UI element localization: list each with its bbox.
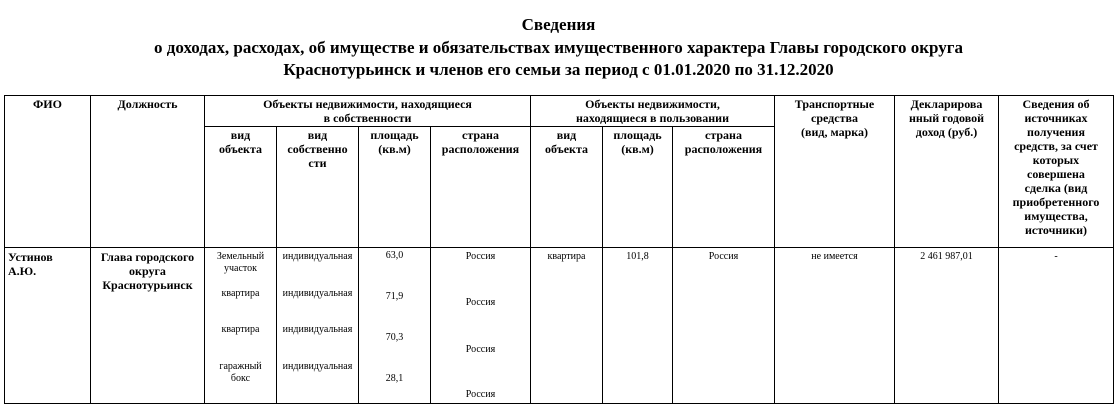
header-owned-ownership: вид собственно сти — [287, 128, 348, 170]
vehicles-value: не имеется — [811, 251, 858, 262]
header-used-area: площадь (кв.м) — [613, 128, 662, 156]
owned-ownership-1: индивидуальная — [282, 251, 353, 262]
owned-area-4: 28,1 — [385, 373, 404, 384]
header-sources: Сведения об источниках получения средств, за счет которых совершена сделка (вид приобретенного имущества, источники) — [1012, 97, 1100, 237]
row-position: Глава городского округа Краснотурьинск — [100, 250, 195, 292]
col-sep-8 — [672, 126, 673, 404]
owned-country-1: Россия — [465, 251, 496, 262]
row-fio: Устинов А.Ю. — [8, 250, 53, 278]
owned-ownership-4: индивидуальная — [282, 361, 353, 372]
col-sep-10 — [894, 95, 895, 404]
owned-ownership-2: индивидуальная — [282, 288, 353, 299]
sources-value: - — [1054, 251, 1058, 262]
table-border-top — [4, 95, 1114, 96]
declaration-table — [4, 95, 1114, 404]
owned-ownership-3: индивидуальная — [282, 324, 353, 335]
header-used-group: Объекты недвижимости, находящиеся в пользовании — [576, 97, 729, 125]
header-owned-area: площадь (кв.м) — [370, 128, 419, 156]
header-used-type: вид объекта — [545, 128, 588, 156]
header-fio: ФИО — [33, 97, 62, 111]
header-vehicles: Транспортные средства (вид, марка) — [794, 97, 875, 139]
used-country: Россия — [708, 251, 739, 262]
document-title: Сведения — [521, 15, 596, 34]
used-type: квартира — [547, 251, 586, 262]
table-border-left — [4, 95, 5, 404]
header-owned-group: Объекты недвижимости, находящиеся в собственности — [263, 97, 472, 125]
owned-type-3: квартира — [221, 324, 260, 335]
owned-country-2: Россия — [465, 297, 496, 308]
table-border-bottom — [4, 403, 1114, 404]
owned-type-2: квартира — [221, 288, 260, 299]
owned-country-4: Россия — [465, 389, 496, 400]
col-sep-7 — [602, 126, 603, 404]
table-border-right — [1113, 95, 1114, 404]
col-sep-4 — [358, 126, 359, 404]
header-owned-country: страна расположения — [441, 128, 520, 156]
document-period: Краснотурьинск и членов его семьи за период с 01.01.2020 по 31.12.2020 — [283, 60, 834, 79]
header-used-country: страна расположения — [684, 128, 763, 156]
header-owned-type: вид объекта — [219, 128, 262, 156]
header-position: Должность — [117, 97, 178, 111]
document-subtitle: о доходах, расходах, об имуществе и обязательствах имущественного характера Главы городского округа — [154, 38, 963, 57]
table-line-owned-sub — [204, 126, 774, 127]
income-value: 2 461 987,01 — [920, 251, 973, 262]
col-sep-5 — [430, 126, 431, 404]
owned-area-1: 63,0 — [385, 250, 404, 261]
header-income: Декларирова нный годовой доход (руб.) — [909, 97, 984, 139]
owned-country-3: Россия — [465, 344, 496, 355]
used-area: 101,8 — [626, 251, 649, 262]
owned-area-2: 71,9 — [385, 291, 404, 302]
owned-area-3: 70,3 — [385, 332, 404, 343]
owned-type-4: гаражный бокс — [219, 361, 262, 384]
table-line-header-bottom — [4, 247, 1114, 248]
owned-type-1: Земельный участок — [216, 251, 265, 274]
col-sep-9 — [774, 95, 775, 404]
